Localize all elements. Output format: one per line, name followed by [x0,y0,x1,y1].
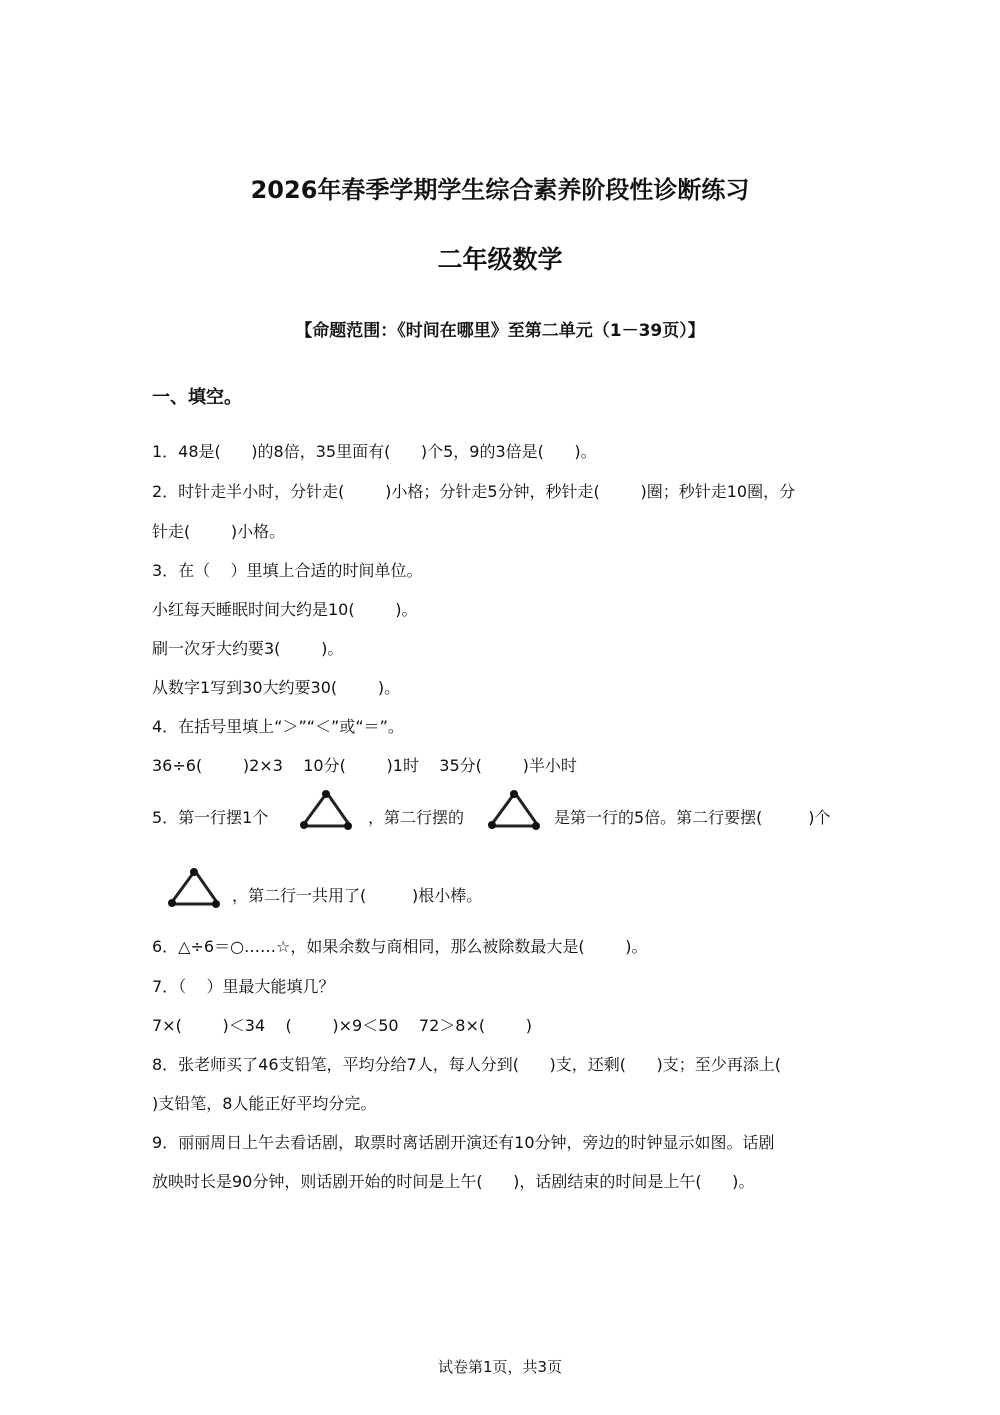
exam-title: 2026年春季学期学生综合素养阶段性诊断练习 [250,176,750,204]
question-7: 7．（ ）里最大能填几？ [152,977,335,996]
section-title: 一、填空。 [152,387,242,408]
stick-triangle-icon [486,788,542,832]
question-3-item-c: 从数字1写到30大约要30( )。 [152,678,401,697]
question-4: 4．在括号里填上“＞”“＜”或“＝”。 [152,717,404,736]
page-footer: 试卷第1页，共3页 [437,1358,563,1376]
stick-triangle-icon [166,866,222,910]
question-5-part-4: ，第二行一共用了( )根小棒。 [232,886,483,905]
question-8-line-1: 8．张老师买了46支铅笔，平均分给7人，每人分到( )支，还剩( )支；至少再添上( [152,1055,781,1074]
question-2-line-1: 2．时针走半小时，分针走( )小格；分针走5分钟，秒针走( )圈；秒针走10圈，分 [152,482,796,501]
question-1: 1．48是( )的8倍，35里面有( )个5，9的3倍是( )。 [152,442,597,461]
exam-subtitle: 二年级数学 [437,245,563,274]
question-6: 6．△÷6＝○……☆，如果余数与商相同，那么被除数最大是( )。 [152,937,648,956]
question-4-items: 36÷6( )2×3 10分( )1时 35分( )半小时 [152,756,577,775]
question-9-line-2: 放映时长是90分钟，则话剧开始的时间是上午( )，话剧结束的时间是上午( )。 [152,1172,755,1191]
question-5-part-3: 是第一行的5倍。第二行要摆( )个 [554,808,831,827]
question-8-line-2: )支铅笔，8人能正好平均分完。 [152,1094,377,1113]
question-3: 3．在（ ）里填上合适的时间单位。 [152,561,423,580]
question-2-line-2: 针走( )小格。 [152,522,286,541]
exam-scope: 【命题范围：《时间在哪里》至第二单元（1－39页）】 [295,321,705,341]
question-3-item-a: 小红每天睡眠时间大约是10( )。 [152,600,418,619]
question-9-line-1: 9．丽丽周日上午去看话剧，取票时离话剧开演还有10分钟，旁边的时钟显示如图。话剧 [152,1133,775,1152]
question-5-part-1: 5．第一行摆1个 [152,808,269,827]
question-7-items: 7×( )＜34 ( )×9＜50 72＞8×( ) [152,1016,533,1035]
question-3-item-b: 刷一次牙大约要3( )。 [152,639,344,658]
stick-triangle-icon [298,788,354,832]
question-5-part-2: ，第二行摆的 [368,808,465,827]
